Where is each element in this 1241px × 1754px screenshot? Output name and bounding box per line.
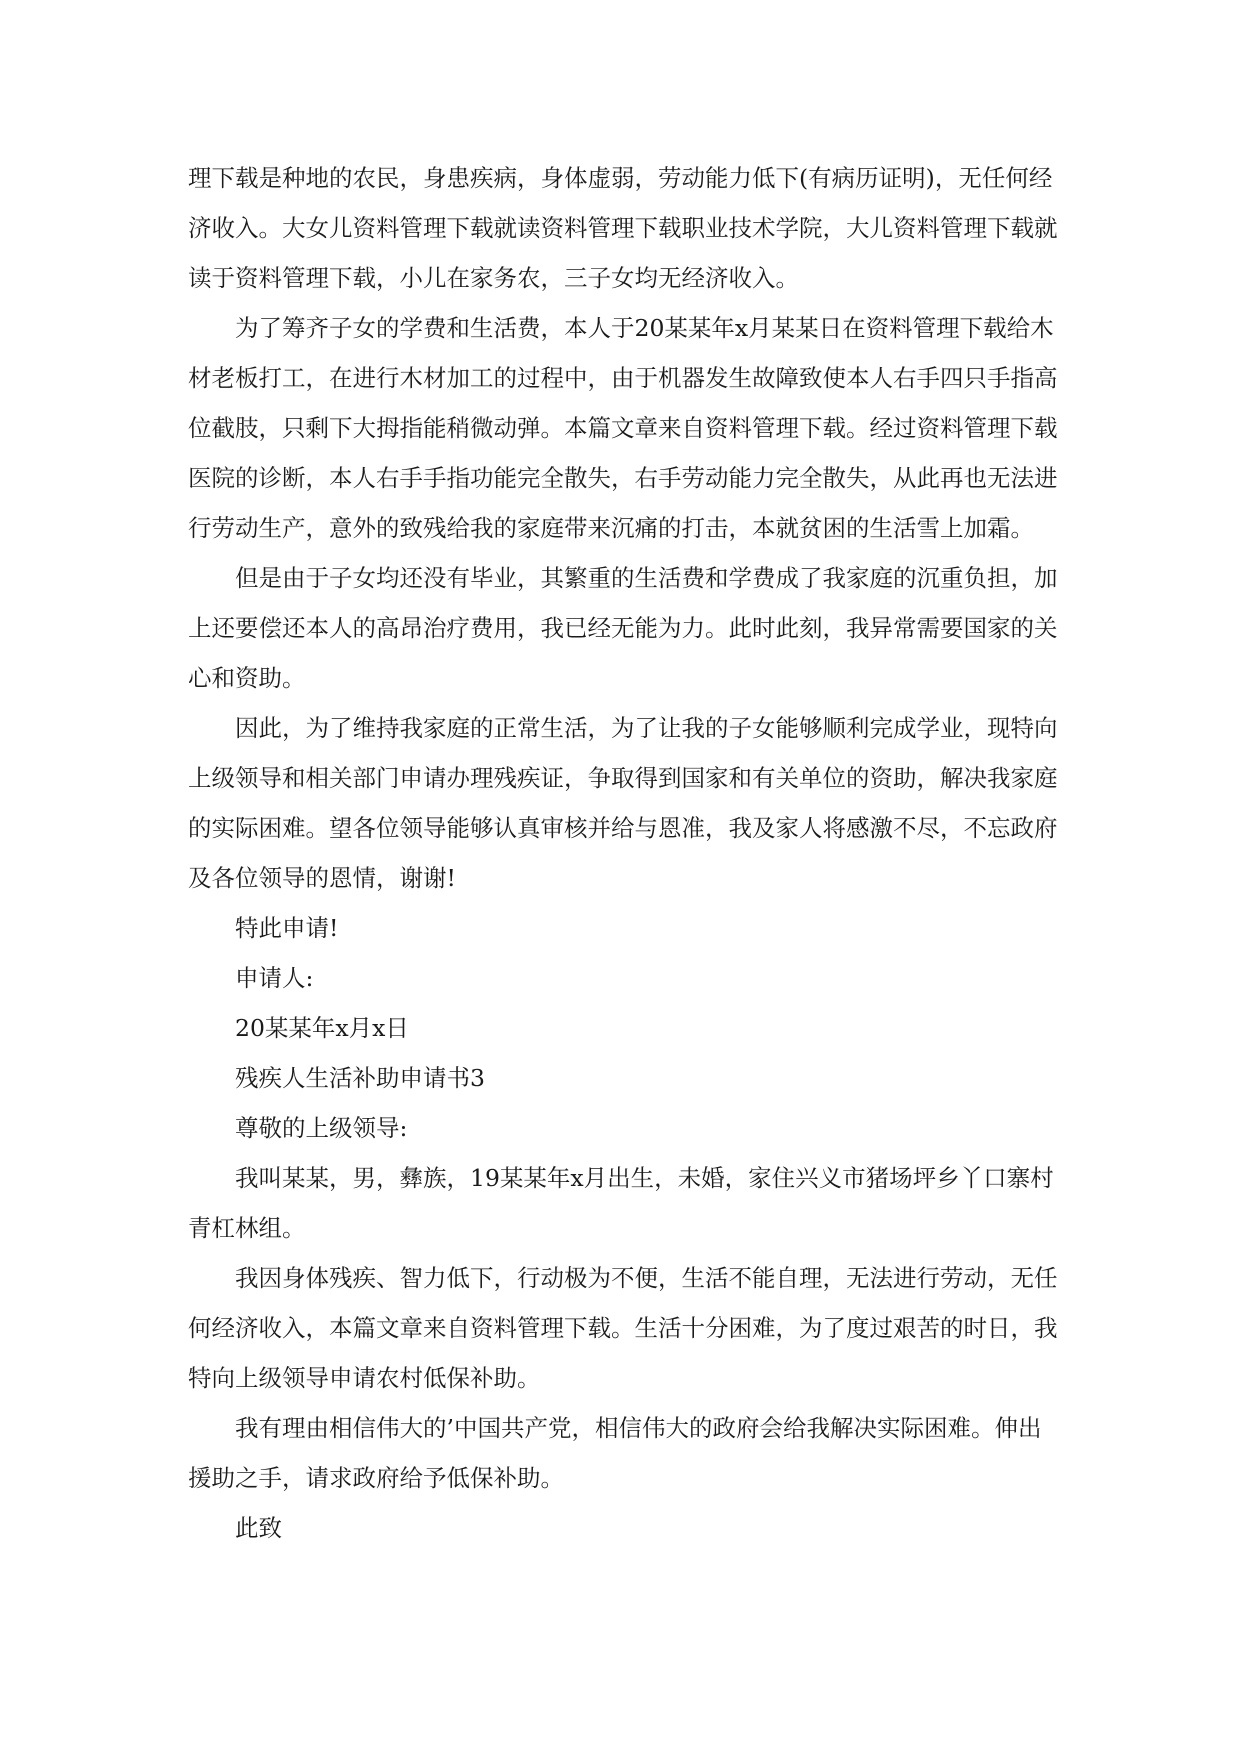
final-salutation: 此致: [235, 1514, 282, 1542]
request-closing-line: 特此申请!: [235, 914, 339, 942]
paragraph-family-situation: 理下载是种地的农民，身患疾病，身体虚弱，劳动能力低下(有病历证明)，无任何经济收入。大女儿资料管理下载就读资料管理下载职业技术学院，大儿资料管理下载就读于资料管理下载，小儿在家务农，三子女均无经济收入。: [188, 164, 1058, 292]
paragraph-request: 因此，为了维持我家庭的正常生活，为了让我的子女能够顺利完成学业，现特向上级领导和相关部门申请办理残疾证，争取得到国家和有关单位的资助，解决我家庭的实际困难。望各位领导能够认真审核并给与恩准，我及家人将感激不尽，不忘政府及各位领导的恩情，谢谢!: [188, 714, 1058, 892]
paragraph-self-introduction: 我叫某某，男，彝族，19某某年x月出生，未婚，家住兴义市猪场坪乡丫口寨村青杠林组。: [188, 1164, 1054, 1242]
paragraph-hardship: 我因身体残疾、智力低下，行动极为不便，生活不能自理，无法进行劳动，无任何经济收入，本篇文章来自资料管理下载。生活十分困难，为了度过艰苦的时日，我特向上级领导申请农村低保补助。: [188, 1264, 1058, 1392]
document-body: [188, 153, 1058, 1553]
paragraph-financial-burden: 但是由于子女均还没有毕业，其繁重的生活费和学费成了我家庭的沉重负担，加上还要偿还本人的高昂治疗费用，我已经无能为力。此时此刻，我异常需要国家的关心和资助。: [188, 564, 1058, 692]
paragraph-trust-request: 我有理由相信伟大的’中国共产党，相信伟大的政府会给我解决实际困难。伸出援助之手，请求政府给予低保补助。: [188, 1414, 1042, 1492]
date-line: 20某某年x月x日: [235, 1014, 409, 1042]
salutation: 尊敬的上级领导:: [235, 1114, 408, 1142]
section-title: 残疾人生活补助申请书3: [235, 1064, 485, 1092]
applicant-label: 申请人:: [235, 964, 314, 992]
paragraph-accident: 为了筹齐子女的学费和生活费，本人于20某某年x月某某日在资料管理下载给木材老板打工，在进行木材加工的过程中，由于机器发生故障致使本人右手四只手指高位截肢，只剩下大拇指能稍微动弹。本篇文章来自资料管理下载。经过资料管理下载医院的诊断，本人右手手指功能完全散失，右手劳动能力完全散失，从此再也无法进行劳动生产，意外的致残给我的家庭带来沉痛的打击，本就贫困的生活雪上加霜。: [188, 314, 1058, 542]
